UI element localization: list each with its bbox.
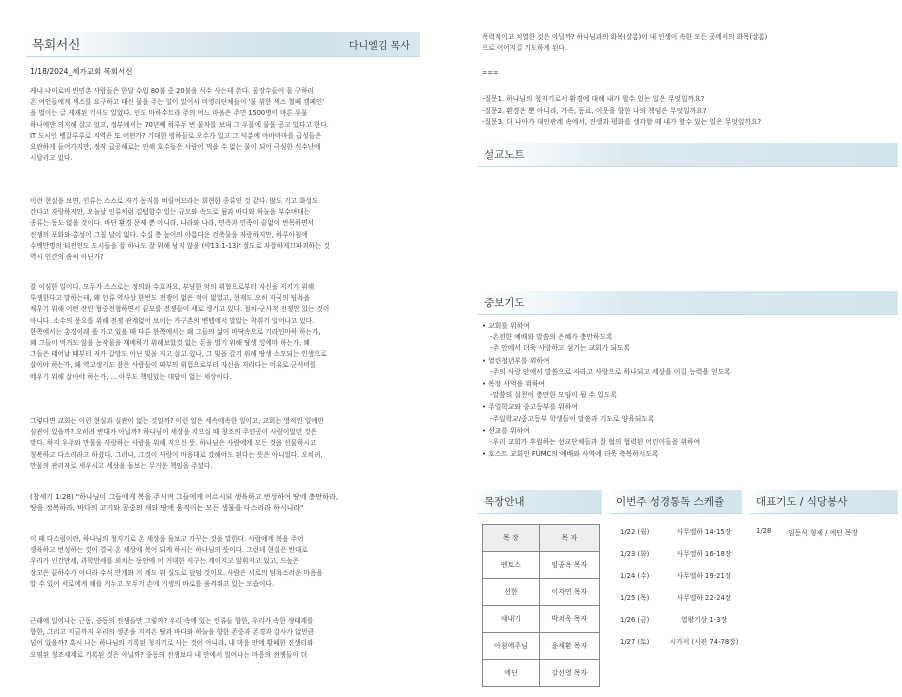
prayer-item: • 주일학교와 중고등부를 위하여 <box>482 403 578 412</box>
pastor-table <box>482 524 600 687</box>
schedule-date: 1/24 (수) <box>620 572 650 580</box>
table-cell: 새내기 <box>483 606 540 633</box>
schedule-row <box>620 542 748 564</box>
table-row <box>483 606 600 633</box>
table-row <box>483 660 600 687</box>
paragraph-3: 잘 이심한 일이다. 모두가 스스로는 정의와 수호자요, 부당한 악의 위협으로부터 자신을 지키기 위해 투쟁한다고 말하는데, 왜 인류 역사상 한번도 전쟁이 없은 적이 없었고, 현재도 오히 자국의 팀욕을 채우기 위해 어떤 잔인 협중전형하면서 끝모를 전쟁들이 새로 생기고 있다. 절치-군사적 전쟁만 있는 것이 아니다. 소수의 풍요를 위해 전쟁 관계없어 보이는 가구촌의 벤텝에서 말았는 착취기 일어나고 있다. 한쪽에서는 총경이래 롤 가고 있을 때 다른 한쪽에서는 왜 그들의 삶이 바닥속으로 기라인마하 하는가, 왜 그들이 먹거도 않을 농작물을 재배하기 위해보았것 없는 돈을 벌기 위해 땅생 잉에마 하는가, 왜 그들은 태어날 때부터 저가 갈망도 아닌 빚을 지고 살고 있나, 그 빚을 갚기 위해 땅생 소모되는 인생으로 살아야 하는가, 왜 역고생기도 참은 사람들이 파부의 위험으로부터 자신을 지리다는 이유로 군사비를 메우기 위해 살아야 하는가, ... 아무도 책임있는 대답이 없는 세상이다. <box>30 283 330 381</box>
schedule-reading: 열왕기상 1-3장 <box>680 616 728 624</box>
paragraph-4: 그렇다면 교회는 이런 현실과 실관이 없는 것일까? 이런 일은 세속에속한 일이고, 교회는 영적인 일에만 심관이 있을까? 오히려 반대가 아닐까? 하나님이 세상을 지으실 때 창조의 주인공이 사람이었던 것은 맞다. 하지 우주와 만물을 사랑하는 사람을 위해 지으신 뜻. 하나님은 사람에게 모든 것을 선물하시고 청복하고 다스리라고 하셨다. 그러나, 그것이 사람이 마음대로 갔해야도 된다는 뜻은 아니었다. 오히려, 만물의 관리자로 세우시고 세상을 돌보는 무거운 책임을 주셨다. <box>30 417 324 470</box>
questions <box>482 94 892 129</box>
table-cell: 아침에주님 <box>483 633 540 660</box>
schedule-reading: 사무엘하 16-18장 <box>676 550 732 558</box>
letter-header <box>26 32 420 57</box>
pastor-table-header: 목장안내 <box>478 490 602 514</box>
prayer-subitem: -주의 사랑 안에서 말씀으로 자라고 사랑으로 하나되고 세상을 이길 능력을 얻도록 <box>490 367 731 376</box>
prayer-subitem: -말씀의 실천이 충만한 모임이 될 수 있도록 <box>490 391 618 400</box>
schedule-row <box>620 520 748 542</box>
paragraph-1: 케냐 나이로비 빈민촌 사람들은 한달 수입 80불 중 20불을 식수 사는데 쓴다. 물장수들이 물 구하러 온 여인들에게 섹스를 요구하고 대신 물을 주는 일이 있어서 비영리단체들이 '물 위한 섹스 철폐 캠페인' 을 벌이는 글 게재된 기사도 있었다. 인도 마하수트라 주의 어느 마을은 주민 1500명이 마른 우물 하나에만 의지해 살고 있고, 정부에서는 70년째 하루두 번 물차를 보내 그 우물에 물을 공고 있다고 한다. IT 도시인 벵갈루루로 지역은 또 어떤가? 기대한 빙하들로 오수가 있고 그 덕분에 아마마마를 급성들은 요란하게 들어가지만, 정작 급공해로는 인해 호수들은 사람이 먹을 수 없는 물이 되어 극심한 식수난에 시달리고 있다. <box>30 87 329 163</box>
separator: === <box>482 69 499 77</box>
prayer-item: • 교회를 위하여 <box>482 322 530 330</box>
schedule-row <box>620 630 748 652</box>
prayer-item: • 열린청년부를 위하여 <box>482 356 550 365</box>
prayer-subitem: -온전한 예배와 말씀의 은혜가 충만하도록 <box>490 333 613 342</box>
schedule-date: 1/26 (금) <box>620 616 650 624</box>
table-row <box>483 552 600 579</box>
schedule-date: 1/25 (목) <box>620 594 650 602</box>
paragraph-6: 근래에 일어나는 근동, 중동의 전쟁들만 그렇까? 우리 속에 있는 인류들 향한, 우리가 속한 생태계를 향한, 그리고 지금까지 우리의 생존을 지켜온 땅과 바다와 하늘을 향한 존중과 존경과 감사가 없만큼 넘어 있을까? 혹시 나는 하나님의 기록된 청지기로 사는 것이 아니라, 내 마음 안에 황폐한 진생터와 오염된 청조세계로 기록된 것은 아닐까? 중동의 전쟁보다 내 안에서 일어나는 마음의 전쟁들이 더 <box>30 617 315 659</box>
schedule-row <box>620 608 748 630</box>
date-line: 1/18/2024_제가교회 목회서신 <box>30 67 133 76</box>
prayer-list <box>482 320 892 460</box>
table-row <box>483 633 600 660</box>
prayer-header: 중보기도 <box>478 291 898 315</box>
question-3: -질문3. 더 나아가 대인관계 속에서, 진생과 평화를 생각할 때 내가 할수 있는 일은 무엇일까요? <box>482 118 762 126</box>
duty-header: 대표기도 / 식당봉사 <box>750 490 898 514</box>
duty-names: 임동식 형제 / 에딘 목장 <box>788 529 859 537</box>
paragraph-5: 이 때 다스림이란, 하나님의 청지기로 온 세상을 돌보고 가꾸는 것을 말한다. 사람에게 복을 주어 생육하고 번성하는 것이 결국 온 세상에 복이 되게 하시는 하나님의 뜻이다. 그런데 현실은 반대로 우리가 인간만세, 과학만세를 외치는 동안에 이 거대한 지구는 계이지고 않휘지고 있고, 드높은 장고은 끝하수가 아니라 수식 만개와 거 계도 위 실도로 덮임 것이요. 사람은 서로의 팀욕스러운 마음을 알 수 있어 서로에게 해를 거누고 모두기 손에 기생의 바로를 움켜쥐고 있는 모습이다. <box>30 535 323 588</box>
schedule-reading: 사무엘하 14-15장 <box>676 528 732 536</box>
schedule-header: 이번주 성경통독 스케쥴 <box>610 490 742 514</box>
prayer-item: • 호스트 교회인 FUMC의 예배와 사역에 더욱 축복하시도록 <box>482 450 659 459</box>
schedule-date: 1/23 (화) <box>620 550 650 558</box>
schedule-date: 1/22 (월) <box>620 528 650 536</box>
author-name: 다니엘김 목사 <box>348 40 410 52</box>
right-intro-text: 폭력적이고 치열한 것은 아닐까? 하나님과의 화목(샬롬)이 내 인생이 속한 모든 곳에서의 화목(샬롬) 으로 이어지길 기도하게 된다. <box>482 33 768 53</box>
table-cell: 에딘 <box>483 660 540 687</box>
table-row <box>483 579 600 606</box>
schedule-date: 1/27 (토) <box>620 638 650 646</box>
table-cell: 임종옥 목자 <box>539 552 599 579</box>
column-header: 목 자 <box>539 525 599 552</box>
table-cell: 강선영 목자 <box>539 660 599 687</box>
page-title: 목회서신 <box>32 37 81 52</box>
table-cell: 박치욱 목자 <box>539 606 599 633</box>
question-1: -질문1. 하나님의 청지기로서 환경에 대해 내가 할수 있는 일은 무엇일까요? <box>482 95 705 103</box>
duty-date: 1/28 <box>756 527 772 535</box>
column-header: 목 장 <box>483 525 540 552</box>
schedule-list <box>620 520 748 652</box>
prayer-subitem: -우리 교회가 후원하는 선교단체들과 잘 협의 협력된 어린이들을 위하여 <box>490 438 701 447</box>
table-cell: 엔토스 <box>483 552 540 579</box>
schedule-row <box>620 564 748 586</box>
duty-row <box>756 527 858 537</box>
schedule-reading: 사무엘하 22-24장 <box>676 594 732 602</box>
schedule-reading: 사무엘하 19-21장 <box>676 572 732 580</box>
paragraph-2: 이런 현실을 보면, 인류는 스스로 자기 동지를 버릴여므라는 회현한 종류인 것 같다. 많도 기고 화성도 간다고 자랑하지만, 오늘날 인류처럼 김텁함수 있는 규모와 속도로 됨과 바다와 하늘을 부수며대는 종류는 동도 없을 것이다. 바단 환경 문제 뿐 아니라, 나라와 나라, 민족과 민족이 끝없이 반목하면서 전쟁의 포화와 총성이 그칠 날이 없다. 수십 층 높이의 아름다운 건축물을 자랑하지만, 하루아침에 수백만명의 티전인도 도시들을 잘 하나도 잘 위해 남지 않을 (약13:1-13)' 절도로 자잘하게끄파괴하는 것 역시 인간의 솜씨 아닌가? <box>30 197 330 262</box>
table-cell: 윤재환 목자 <box>539 633 599 660</box>
prayer-subitem: -주 안에서 더욱 사랑하고 섬기는 교회가 되도록 <box>490 344 631 353</box>
bible-verse: (창세기 1:28) "하나님이 그들에게 복을 주시며 그들에게 이르시되 생육하고 번성하여 땅에 충만하라, 땅을 정복하라, 바다의 고기와 공중의 새와 땅에 움직이는 모든 생물을 다스리라 하시니라" <box>30 493 339 513</box>
schedule-reading: 시가서 (시편 74-78장) <box>669 638 739 646</box>
prayer-item: • 선교를 위하여 <box>482 426 530 435</box>
sermon-notes-header: 설교노트 <box>478 143 898 167</box>
table-cell: 선한 <box>483 579 540 606</box>
prayer-subitem: -주일학교/중고등부 학생들이 말씀과 기도로 양육되도록 <box>490 414 655 423</box>
table-cell: 이자연 목자 <box>539 579 599 606</box>
schedule-row <box>620 586 748 608</box>
prayer-item: • 목장 사역을 위하여 <box>482 380 546 389</box>
question-2: -질문2. 환경은 뿐 아니라, 가족, 동료, 이웃을 향한 나의 책임은 무엇일까요? <box>482 106 707 115</box>
table-header-row <box>483 525 600 552</box>
